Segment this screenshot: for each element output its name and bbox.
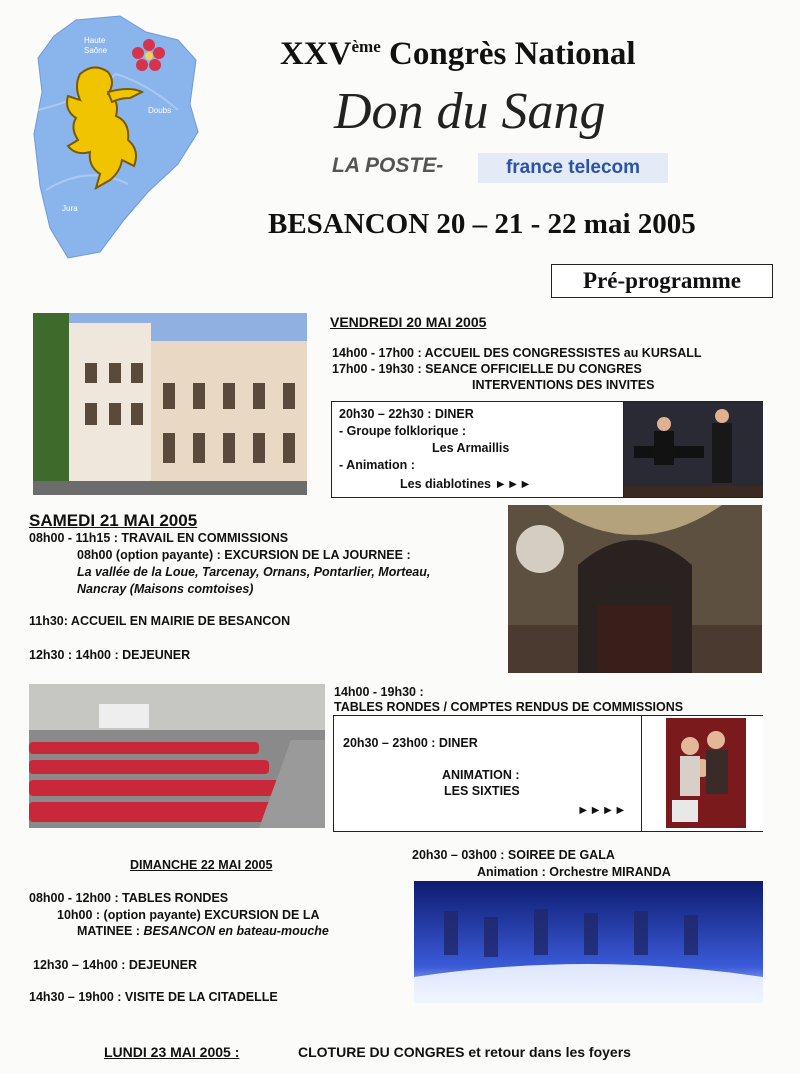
monday-heading: LUNDI 23 MAI 2005 : <box>104 1044 240 1060</box>
theatre-interior-photo <box>508 505 762 673</box>
conference-hall-photo <box>29 684 325 828</box>
saturday-lunch: 12h30 : 14h00 : DEJEUNER <box>29 648 191 662</box>
friday-group-name: Les Armaillis <box>432 441 510 455</box>
location-dates: BESANCON 20 – 21 - 22 mai 2005 <box>268 208 696 240</box>
diablotines-photo <box>623 402 763 497</box>
friday-group-label: - Groupe folklorique : <box>339 424 467 438</box>
saturday-heading: SAMEDI 21 MAI 2005 <box>29 511 198 530</box>
kursaal-building-photo <box>33 313 307 495</box>
sunday-line-3-italic: BESANCON en bateau-mouche <box>143 924 329 938</box>
map-label-doubs: Doubs <box>148 106 172 115</box>
sunday-heading: DIMANCHE 22 MAI 2005 <box>130 858 273 872</box>
sunday-lunch: 12h30 – 14h00 : DEJEUNER <box>33 958 197 972</box>
lion-emblem-icon <box>50 62 150 192</box>
monday-text: CLOTURE DU CONGRES et retour dans les foyers <box>298 1044 631 1060</box>
friday-line-2: 17h00 - 19h30 : SEANCE OFFICIELLE DU CONGRES <box>332 362 642 376</box>
saturday-line-1: 08h00 - 11h15 : TRAVAIL EN COMMISSIONS <box>29 531 289 545</box>
sunday-line-2: 10h00 : (option payante) EXCURSION DE LA <box>57 908 320 922</box>
sunday-line-1: 08h00 - 12h00 : TABLES RONDES <box>29 891 229 905</box>
saturday-reception: 11h30: ACCUEIL EN MAIRIE DE BESANCON <box>29 614 291 628</box>
sixties-band-photo <box>641 716 763 831</box>
flower-logo-icon <box>132 38 166 72</box>
saturday-afternoon-desc: TABLES RONDES / COMPTES RENDUS DE COMMISSIONS <box>334 700 684 714</box>
friday-heading: VENDREDI 20 MAI 2005 <box>330 314 487 330</box>
sunday-line-3-bold: MATINEE : <box>77 924 144 938</box>
map-label-jura: Jura <box>62 204 78 213</box>
saturday-anim-name: LES SIXTIES <box>444 784 520 798</box>
sponsor-la-poste: LA POSTE- <box>332 154 444 177</box>
preprogram-badge: Pré-programme <box>551 264 773 298</box>
saturday-excursion-2: Nancray (Maisons comtoises) <box>77 582 254 596</box>
friday-dinner-box <box>331 401 763 498</box>
sunday-gala-time: 20h30 – 03h00 : SOIREE DE GALA <box>412 848 615 862</box>
congress-title: XXVème Congrès National <box>280 36 636 72</box>
friday-anim-name: Les diablotines ►►► <box>400 477 532 491</box>
congress-subtitle: Don du Sang <box>334 83 606 140</box>
saturday-anim-label: ANIMATION : <box>442 768 520 782</box>
friday-anim-label: - Animation : <box>339 458 415 472</box>
saturday-afternoon-time: 14h00 - 19h30 : <box>334 685 424 699</box>
friday-line-1: 14h00 - 17h00 : ACCUEIL DES CONGRESSISTES au KURSALL <box>332 346 702 360</box>
map-label-haute-saone: Haute Saône <box>84 36 108 55</box>
friday-dinner-time: 20h30 – 22h30 : DINER <box>339 407 474 421</box>
saturday-excursion-1: La vallée de la Loue, Tarcenay, Ornans, Pontarlier, Morteau, <box>77 565 431 579</box>
sunday-visit: 14h30 – 19h00 : VISITE DE LA CITADELLE <box>29 990 278 1004</box>
sunday-gala-anim: Animation : Orchestre MIRANDA <box>477 865 671 879</box>
sponsor-france-telecom: france telecom <box>478 153 668 183</box>
saturday-dinner-time: 20h30 – 23h00 : DINER <box>343 736 478 750</box>
saturday-arrows: ►►►► <box>577 803 627 817</box>
orchestra-miranda-photo <box>414 881 763 1003</box>
friday-line-3: INTERVENTIONS DES INVITES <box>472 378 655 392</box>
saturday-line-2: 08h00 (option payante) : EXCURSION DE LA JOURNEE : <box>77 548 411 562</box>
saturday-dinner-box <box>333 715 763 832</box>
sunday-line-3 <box>77 923 329 939</box>
region-map <box>28 14 203 262</box>
